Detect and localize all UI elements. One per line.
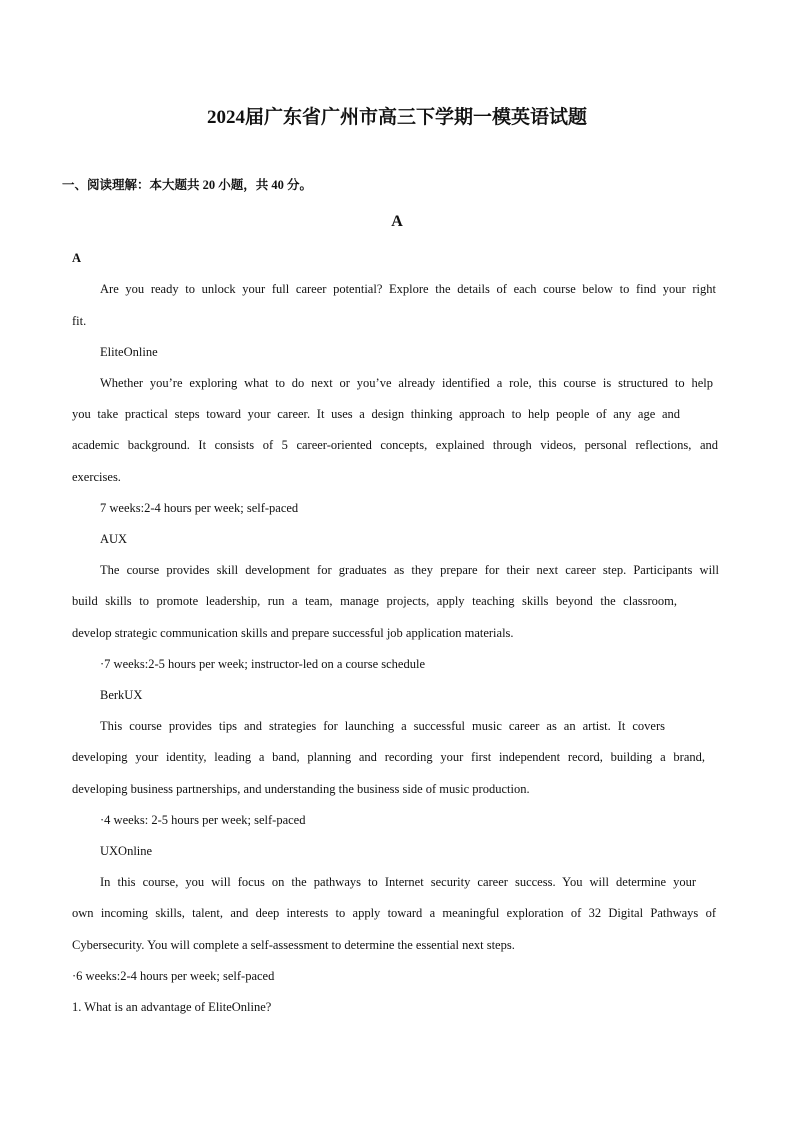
course-description-line: In this course, you will focus on the pathways to Internet security career success. You will determine your <box>100 875 696 889</box>
course-description-line: The course provides skill development for graduates as they prepare for their next career step. Participants will <box>100 563 719 577</box>
course-name: UXOnline <box>100 844 153 858</box>
course-description-line: Cybersecurity. You will complete a self-assessment to determine the essential next steps. <box>72 938 515 952</box>
section-heading: 一、阅读理解：本大题共 20 小题，共 40 分。 <box>62 178 313 192</box>
passage-label: A <box>72 251 82 265</box>
question-1: 1. What is an advantage of EliteOnline? <box>72 1000 272 1014</box>
course-schedule: ·7 weeks:2-5 hours per week; instructor-led on a course schedule <box>100 657 425 671</box>
course-description-line: Whether you’re exploring what to do next or you’ve already identified a role, this course is structured to help <box>100 376 713 390</box>
course-name: AUX <box>100 532 128 546</box>
course-name: BerkUX <box>100 688 143 702</box>
course-description-line: This course provides tips and strategies for launching a successful music career as an artist. It covers <box>100 719 665 733</box>
course-description-line: you take practical steps toward your career. It uses a design thinking approach to help people of any age and <box>72 407 680 421</box>
course-description-line: developing your identity, leading a band, planning and recording your first independent record, building a brand, <box>72 750 705 764</box>
course-description-line: developing business partnerships, and understanding the business side of music production. <box>72 782 530 796</box>
intro-line: Are you ready to unlock your full career potential? Explore the details of each course below to find your right <box>100 282 716 296</box>
part-label: A <box>391 213 403 230</box>
course-description-line: exercises. <box>72 470 121 484</box>
course-schedule: ·4 weeks: 2-5 hours per week; self-paced <box>100 813 306 827</box>
page-title: 2024届广东省广州市高三下学期一模英语试题 <box>206 107 587 128</box>
course-description-line: build skills to promote leadership, run a team, manage projects, apply teaching skills beyond the classroom, <box>72 594 677 608</box>
course-description-line: academic background. It consists of 5 career-oriented concepts, explained through videos, personal reflections, and <box>72 438 718 452</box>
course-name: EliteOnline <box>100 345 158 359</box>
intro-line: fit. <box>72 314 87 328</box>
course-schedule: ·6 weeks:2-4 hours per week; self-paced <box>72 969 275 983</box>
course-description-line: develop strategic communication skills and prepare successful job application materials. <box>72 626 514 640</box>
course-description-line: own incoming skills, talent, and deep interests to apply toward a meaningful exploration of 32 Digital Pathways of <box>72 906 716 920</box>
course-schedule: 7 weeks:2-4 hours per week; self-paced <box>100 501 299 515</box>
